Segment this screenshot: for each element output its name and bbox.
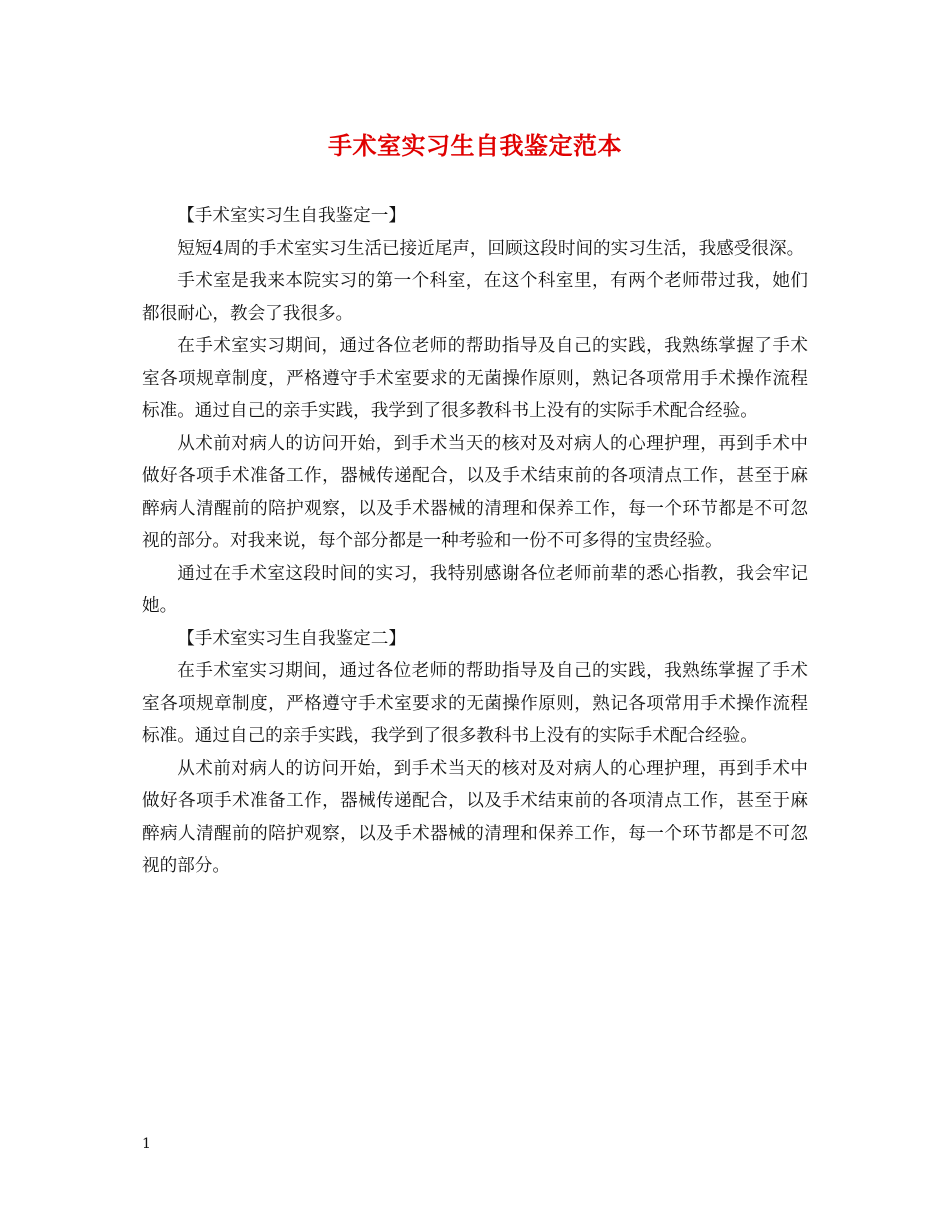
page-number: 1 (142, 1136, 151, 1152)
section-heading-2: 【手术室实习生自我鉴定二】 (177, 628, 406, 649)
paragraph: 手术室是我来本院实习的第一个科室，在这个科室里，有两个老师带过我，她们都很耐心，教会了我很多。 (142, 271, 808, 324)
document-body (142, 200, 808, 883)
paragraph: 从术前对病人的访问开始，到手术当天的核对及对病人的心理护理，再到手术中做好各项手术准备工作，器械传递配合，以及手术结束前的各项清点工作，甚至于麻醉病人清醒前的陪护观察，以及手术器械的清理和保养工作，每一个环节都是不可忽视的部分。对我来说，每个部分都是一种考验和一份不可多得的宝贵经验。 (142, 433, 808, 551)
paragraph: 在手术室实习期间，通过各位老师的帮助指导及自己的实践，我熟练掌握了手术室各项规章制度，严格遵守手术室要求的无菌操作原则，熟记各项常用手术操作流程标准。通过自己的亲手实践，我学到了很多教科书上没有的实际手术配合经验。 (142, 661, 808, 746)
paragraph: 通过在手术室这段时间的实习，我特别感谢各位老师前辈的悉心指教，我会牢记她。 (142, 563, 808, 616)
paragraph: 短短4周的手术室实习生活已接近尾声，回顾这段时间的实习生活，我感受很深。 (177, 238, 805, 259)
section-heading-1: 【手术室实习生自我鉴定一】 (177, 206, 406, 226)
paragraph: 从术前对病人的访问开始，到手术当天的核对及对病人的心理护理，再到手术中做好各项手术准备工作，器械传递配合，以及手术结束前的各项清点工作，甚至于麻醉病人清醒前的陪护观察，以及手术器械的清理和保养工作，每一个环节都是不可忽视的部分。 (142, 758, 808, 876)
paragraph: 在手术室实习期间，通过各位老师的帮助指导及自己的实践，我熟练掌握了手术室各项规章制度，严格遵守手术室要求的无菌操作原则，熟记各项常用手术操作流程标准。通过自己的亲手实践，我学到了很多教科书上没有的实际手术配合经验。 (142, 336, 808, 421)
document-title: 手术室实习生自我鉴定范本 (328, 131, 622, 160)
